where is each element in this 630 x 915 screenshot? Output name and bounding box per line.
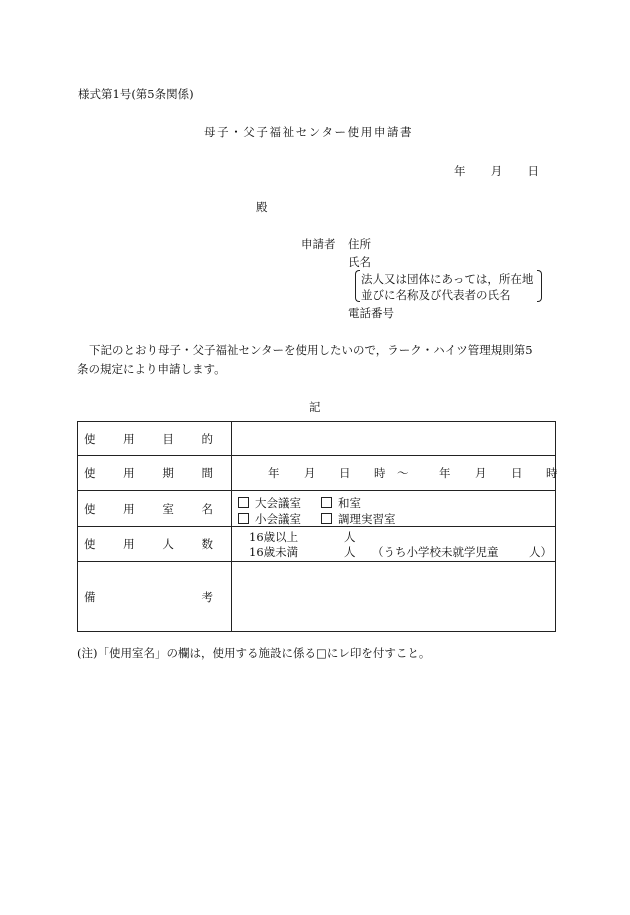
room-row <box>78 491 556 527</box>
period-start-month: 月 <box>304 466 316 480</box>
applicant-label: 申請者 <box>301 237 336 251</box>
name-label: 氏名 <box>348 255 371 269</box>
room-label-char: 使 <box>84 501 96 516</box>
room-options <box>232 493 555 525</box>
checkbox-icon[interactable] <box>238 513 249 524</box>
remarks-input-cell[interactable] <box>232 562 556 632</box>
period-label-char: 用 <box>123 466 135 480</box>
preschool-note: （うち小学校未就学児童 <box>372 545 499 559</box>
period-label-char: 期 <box>162 466 174 480</box>
room-label-cell <box>78 491 232 527</box>
address-label: 住所 <box>348 237 371 251</box>
corporation-note <box>355 269 542 303</box>
people-under16-label: 16歳未満 <box>249 545 299 559</box>
room-option-japanese[interactable] <box>321 495 361 511</box>
room-option-small-meeting[interactable] <box>238 511 301 527</box>
remarks-row <box>78 562 556 632</box>
left-bracket <box>355 270 360 302</box>
date-line <box>454 163 539 179</box>
period-end-hour: 時 <box>546 466 558 480</box>
purpose-label-cell <box>78 422 232 456</box>
period-start-year: 年 <box>268 466 280 480</box>
checkbox-icon[interactable] <box>238 497 249 508</box>
period-value <box>232 465 558 481</box>
addressee-honorific: 殿 <box>256 200 268 214</box>
corporation-note-line1: 法人又は団体にあっては，所在地 <box>361 272 534 286</box>
people-over16-unit: 人 <box>344 530 356 544</box>
people-label-char: 使 <box>84 537 96 551</box>
people-under16-unit: 人 <box>344 545 356 559</box>
room-option-label: 大会議室 <box>255 495 301 510</box>
people-label-cell <box>78 527 232 562</box>
period-label-char: 間 <box>201 466 213 480</box>
people-input-cell[interactable] <box>232 527 556 562</box>
period-input-cell[interactable] <box>232 456 556 491</box>
remarks-label-char: 考 <box>201 589 213 604</box>
people-label-char: 用 <box>123 537 135 551</box>
date-year: 年 <box>454 164 466 178</box>
room-option-large-meeting[interactable] <box>238 495 301 511</box>
preschool-unit: 人） <box>529 545 552 559</box>
phone-label: 電話番号 <box>348 306 394 320</box>
period-label-cell <box>78 456 232 491</box>
period-row <box>78 456 556 491</box>
remarks-label-cell <box>78 562 232 632</box>
document-title: 母子・父子福祉センター使用申請書 <box>204 125 414 139</box>
remarks-label-char: 備 <box>84 589 96 604</box>
checkbox-icon[interactable] <box>321 497 332 508</box>
right-bracket <box>537 270 542 302</box>
application-table <box>77 421 556 632</box>
period-end-month: 月 <box>475 466 487 480</box>
form-number: 様式第1号(第5条関係) <box>78 87 194 101</box>
corporation-note-line2: 並びに名称及び代表者の氏名 <box>361 288 511 302</box>
date-month: 月 <box>490 164 503 178</box>
period-end-year: 年 <box>439 466 451 480</box>
purpose-label-char: 使 <box>84 431 96 446</box>
people-label-char: 数 <box>201 537 213 551</box>
room-option-label: 小会議室 <box>255 511 301 526</box>
room-option-label: 和室 <box>338 495 361 510</box>
room-option-cooking[interactable] <box>321 511 396 527</box>
body-text-line1: 下記のとおり母子・父子福祉センターを使用したいので，ラーク・ハイツ管理規則第5 <box>89 343 533 357</box>
purpose-label-char: 目 <box>162 431 174 446</box>
people-row <box>78 527 556 562</box>
room-option-label: 調理実習室 <box>338 511 396 526</box>
people-label-char: 人 <box>162 537 174 551</box>
period-start-hour: 時 <box>374 466 386 480</box>
body-text-line2: 条の規定により申請します。 <box>77 362 226 376</box>
room-label-char: 室 <box>162 501 174 516</box>
room-input-cell <box>232 491 556 527</box>
room-label-char: 名 <box>201 501 213 516</box>
room-label-char: 用 <box>123 501 135 516</box>
purpose-input-cell[interactable] <box>232 422 556 456</box>
purpose-label-char: 的 <box>201 431 213 446</box>
people-over16-label: 16歳以上 <box>249 530 299 544</box>
period-start-day: 日 <box>339 466 351 480</box>
footnote: (注)「使用室名」の欄は，使用する施設に係る□にレ印を付すこと。 <box>77 646 431 660</box>
period-tilde: ～ <box>397 466 409 480</box>
checkbox-icon[interactable] <box>321 513 332 524</box>
date-day: 日 <box>527 164 539 178</box>
ki-heading: 記 <box>309 400 321 414</box>
period-label-char: 使 <box>84 466 96 480</box>
people-values <box>232 528 555 560</box>
purpose-label-char: 用 <box>123 431 135 446</box>
purpose-row <box>78 422 556 456</box>
period-end-day: 日 <box>511 466 523 480</box>
